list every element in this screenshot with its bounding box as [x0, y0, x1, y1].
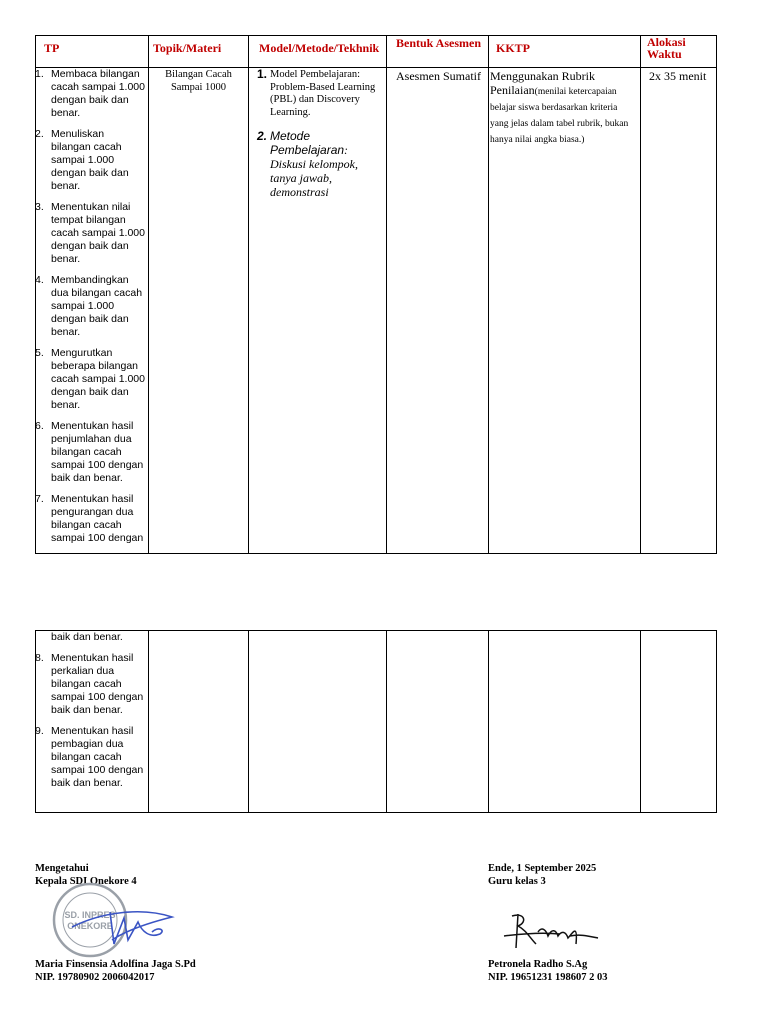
header-model: Model/Metode/Tekhnik [249, 36, 387, 68]
left-acknowledge-label: Mengetahui [35, 863, 89, 874]
teacher-nip: NIP. 19651231 198607 2 03 [488, 972, 608, 983]
table-body-row [36, 68, 717, 554]
tp-item [36, 274, 148, 339]
tp-item-text: Menentukan hasil perkalian dua bilangan cacah sampai 100 dengan baik dan benar. [51, 652, 144, 716]
lesson-plan-table-page2 [35, 630, 717, 813]
stamp-text-1: SD. INPRES [64, 910, 116, 920]
stamp-text-2: ONEKORE [67, 921, 113, 931]
tp-item [36, 201, 148, 266]
tp-item-number: 9. [35, 725, 44, 737]
topik-text: Bilangan Cacah Sampai 1000 [165, 69, 232, 93]
model-list [249, 68, 386, 199]
kktp-cell [489, 68, 641, 554]
tp-item-text: Menuliskan bilangan cacah sampai 1.000 dengan baik dan benar. [51, 128, 129, 192]
model-item-1: 1. Model Pembelajaran: Problem-Based Learning (PBL) dan Discovery Learning. [257, 67, 376, 118]
tp-item-text: Membaca bilangan cacah sampai 1.000 dengan baik dan benar. [51, 68, 145, 119]
tp-item [36, 128, 148, 193]
table-header-row [36, 36, 717, 68]
model-item-2: 2. Metode Pembelajaran: Diskusi kelompok, tanya jawab, demonstrasi [257, 129, 358, 199]
model-cell [249, 68, 387, 554]
signature-block-right [488, 862, 596, 888]
kktp-main: Menggunakan Rubrik Penilaian [490, 69, 595, 97]
tp-item-number: 5. [35, 347, 44, 359]
alokasi-cell-continued [641, 631, 717, 813]
alokasi-text: 2x 35 menit [649, 69, 707, 83]
header-topik: Topik/Materi [149, 36, 249, 68]
tp-item-number: 4. [35, 274, 44, 286]
signature-name-left [35, 958, 196, 984]
tp-item-text: Mengurutkan beberapa bilangan cacah sampai 1.000 dengan baik dan benar. [51, 347, 145, 411]
signature-name-right [488, 958, 608, 984]
tp-item-number: 6. [35, 420, 44, 432]
tp-item [36, 347, 148, 412]
tp-list [36, 68, 148, 545]
tp-item-text: Menentukan nilai tempat bilangan cacah sampai 1.000 dengan baik dan benar. [51, 201, 145, 265]
tp-continuation: baik dan benar. [51, 631, 123, 643]
table-body-row-continued [36, 631, 717, 813]
kktp-cell-continued [489, 631, 641, 813]
header-kktp: KKTP [489, 36, 641, 68]
tp-item [36, 68, 148, 120]
school-stamp-and-signature [42, 882, 182, 962]
tp-cell [36, 68, 149, 554]
kktp-detail: (menilai ketercapaian belajar siswa berdasarkan kriteria yang jelas dalam tabel rubrik, bukan hanya nilai angka biasa.) [490, 87, 629, 145]
tp-item-text: Menentukan hasil pembagian dua bilangan cacah sampai 100 dengan baik dan benar. [51, 725, 144, 789]
tp-item [36, 652, 148, 717]
tp-list-continued [36, 652, 148, 790]
tp-item-text: Menentukan hasil pengurangan dua bilangan cacah sampai 100 dengan [51, 493, 144, 544]
tp-cell-continued [36, 631, 149, 813]
tp-item-number: 7. [35, 493, 44, 505]
tp-item-number: 1. [35, 68, 44, 80]
bentuk-text: Asesmen Sumatif [396, 69, 481, 83]
tp-item [36, 493, 148, 545]
alokasi-cell [641, 68, 717, 554]
tp-item-number: 3. [35, 201, 44, 213]
tp-item [36, 725, 148, 790]
tp-item-text: Membandingkan dua bilangan cacah sampai 1.000 dengan baik dan benar. [51, 274, 143, 338]
lesson-plan-table-page1 [35, 35, 717, 554]
teacher-position-label: Guru kelas 3 [488, 876, 546, 887]
header-bentuk: Bentuk Asesmen [387, 36, 489, 68]
teacher-name: Petronela Radho S.Ag [488, 959, 588, 970]
topik-cell-continued [149, 631, 249, 813]
place-date-label: Ende, 1 September 2025 [488, 863, 597, 874]
headmaster-name: Maria Finsensia Adolfina Jaga S.Pd [35, 959, 196, 970]
topik-cell [149, 68, 249, 554]
tp-item-number: 8. [35, 652, 44, 664]
headmaster-nip: NIP. 19780902 2006042017 [35, 972, 155, 983]
tp-item [36, 420, 148, 485]
left-position-label: Kepala SDI Onekore 4 [35, 876, 137, 887]
bentuk-cell-continued [387, 631, 489, 813]
header-tp: TP [36, 36, 149, 68]
model-cell-continued [249, 631, 387, 813]
tp-item-number: 2. [35, 128, 44, 140]
tp-item-text: Menentukan hasil penjumlahan dua bilangan cacah sampai 100 dengan baik dan benar. [51, 420, 144, 484]
teacher-signature [500, 908, 600, 956]
header-alokasi: Alokasi Waktu [641, 36, 717, 68]
bentuk-cell [387, 68, 489, 554]
